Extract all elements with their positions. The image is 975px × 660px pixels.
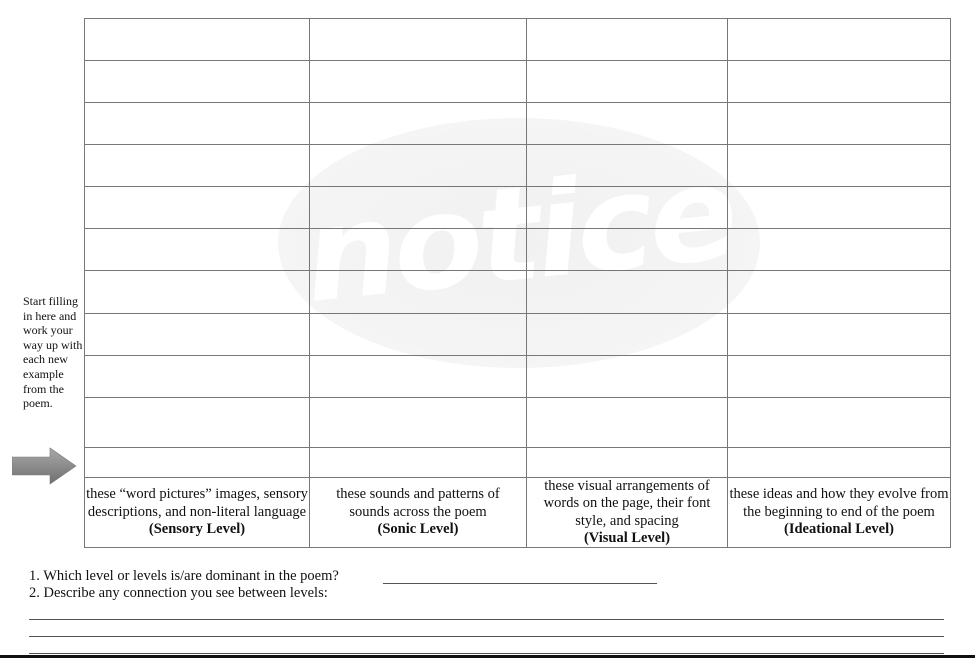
visual-level-cell <box>528 477 726 548</box>
ideational-level-cell <box>729 477 949 548</box>
sonic-description: these sounds and patterns of sounds across the poem <box>336 486 500 520</box>
grid-line <box>727 18 728 548</box>
sensory-level-label: (Sensory Level) <box>148 521 246 538</box>
answer-line-1[interactable] <box>383 583 657 584</box>
instruction-note: Start filling in here and work your way up with each new example from the poem. <box>23 294 83 411</box>
question-1 <box>29 568 339 585</box>
grid-line <box>84 186 951 187</box>
visual-description: these visual arrangements of words on the page, their font style, and spacing <box>543 477 711 529</box>
grid-line <box>84 397 951 398</box>
grid-line <box>84 102 951 103</box>
grid-line <box>84 18 951 19</box>
levels-grid <box>84 18 951 548</box>
sonic-level-label: (Sonic Level) <box>377 521 459 538</box>
question-2-text: 2. Describe any connection you see between levels: <box>29 585 328 601</box>
grid-line <box>84 144 951 145</box>
answer-line-2a[interactable] <box>29 619 944 620</box>
sensory-description: these “word pictures” images, sensory descriptions, and non-literal language <box>86 486 308 520</box>
grid-line <box>84 447 951 448</box>
grid-line <box>84 60 951 61</box>
visual-level-label: (Visual Level) <box>583 530 671 546</box>
grid-line <box>84 313 951 314</box>
grid-line <box>84 228 951 229</box>
grid-line <box>84 355 951 356</box>
grid-line <box>84 270 951 271</box>
entry-cell[interactable] <box>86 20 308 60</box>
answer-line-2b[interactable] <box>29 636 944 637</box>
grid-line <box>84 18 85 548</box>
page-bottom-rule <box>0 655 975 658</box>
question-2 <box>29 585 339 602</box>
grid-line <box>526 18 527 548</box>
grid-line <box>950 18 951 548</box>
watermark-text: notice <box>297 135 741 333</box>
sonic-level-cell <box>311 477 525 548</box>
ideational-description: these ideas and how they evolve from the beginning to end of the poem <box>729 486 949 520</box>
ideational-level-label: (Ideational Level) <box>784 521 894 538</box>
sensory-level-cell <box>86 477 308 548</box>
answer-line-2c[interactable] <box>29 653 944 654</box>
questions-section <box>29 568 339 602</box>
question-1-text: 1. Which level or levels is/are dominant in the poem? <box>29 568 339 584</box>
arrow-right-icon <box>12 446 78 486</box>
grid-line <box>309 18 310 548</box>
